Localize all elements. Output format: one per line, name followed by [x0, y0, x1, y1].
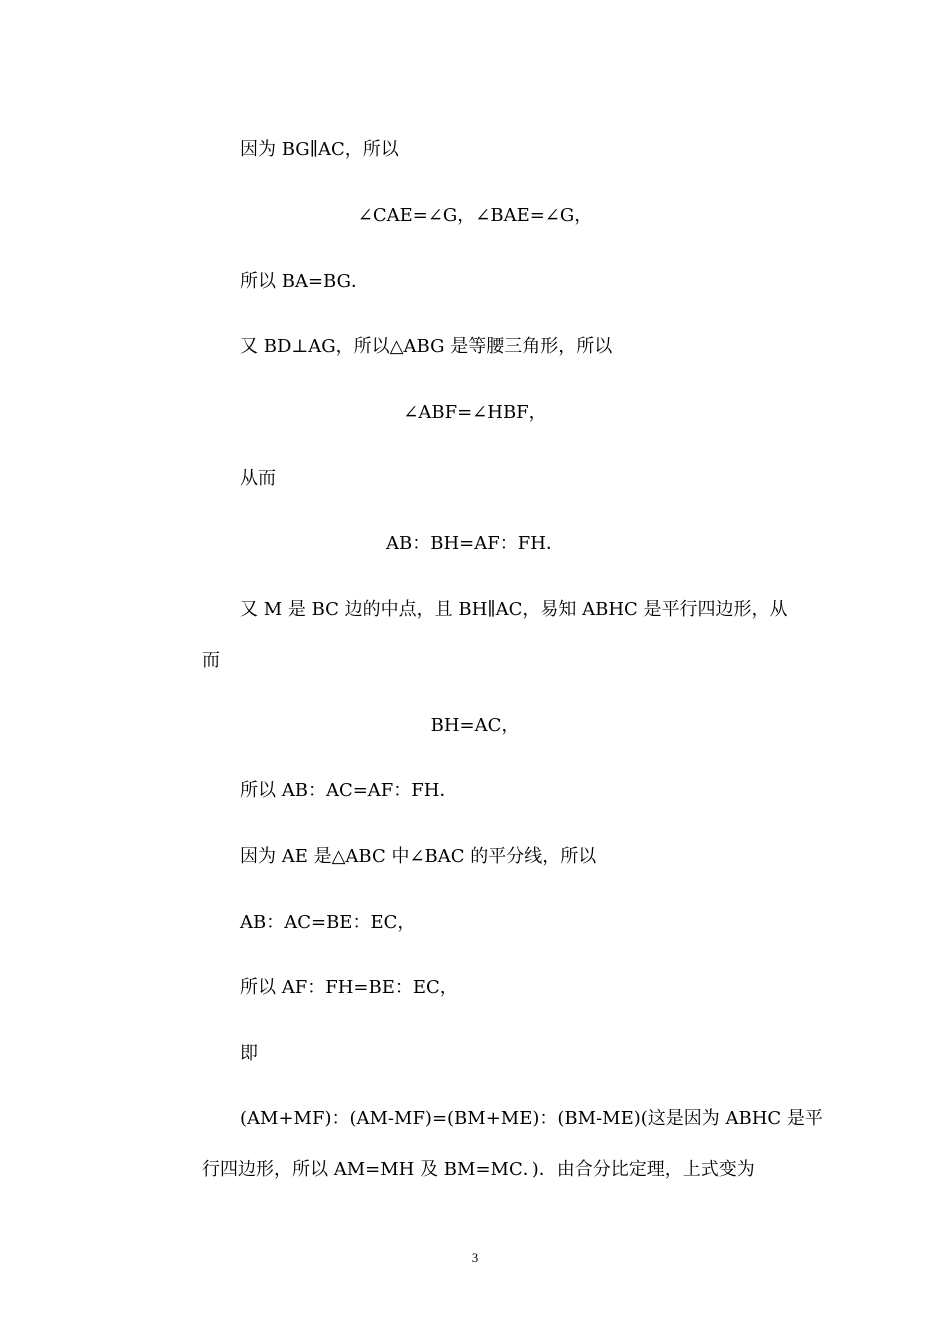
equation-angles: ∠CAE=∠G，∠BAE=∠G，	[357, 205, 593, 226]
equation-bh-ac: BH=AC，	[430, 715, 520, 736]
text-line-15: 即	[240, 1043, 258, 1064]
equation-ratio-bh: AB：BH=AF：FH．	[386, 533, 564, 554]
text-line-9: 而	[202, 650, 220, 671]
text-line-17: 行四边形，所以 AM=MH 及 BM=MC．)．由合分比定理，上式变为	[202, 1159, 755, 1180]
text-line-13: AB：AC=BE：EC，	[240, 912, 416, 933]
text-line-6: 从而	[240, 468, 276, 489]
text-line-12: 因为 AE 是△ABC 中∠BAC 的平分线，所以	[240, 846, 597, 867]
text-line-14: 所以 AF：FH=BE：EC，	[240, 977, 458, 998]
equation-abf-hbf: ∠ABF=∠HBF，	[403, 402, 547, 423]
text-line-16: (AM+MF)：(AM-MF)=(BM+ME)：(BM-ME)(这是因为 ABHC 是平	[240, 1108, 823, 1129]
text-line-11: 所以 AB：AC=AF：FH．	[240, 780, 458, 801]
text-line-3: 所以 BA=BG．	[240, 271, 369, 292]
page-number: 3	[471, 1250, 479, 1265]
text-line-4: 又 BD⊥AG，所以△ABG 是等腰三角形，所以	[240, 336, 613, 357]
text-line-8: 又 M 是 BC 边的中点，且 BH∥AC，易知 ABHC 是平行四边形，从	[240, 599, 788, 620]
text-line-1: 因为 BG∥AC，所以	[240, 139, 399, 160]
